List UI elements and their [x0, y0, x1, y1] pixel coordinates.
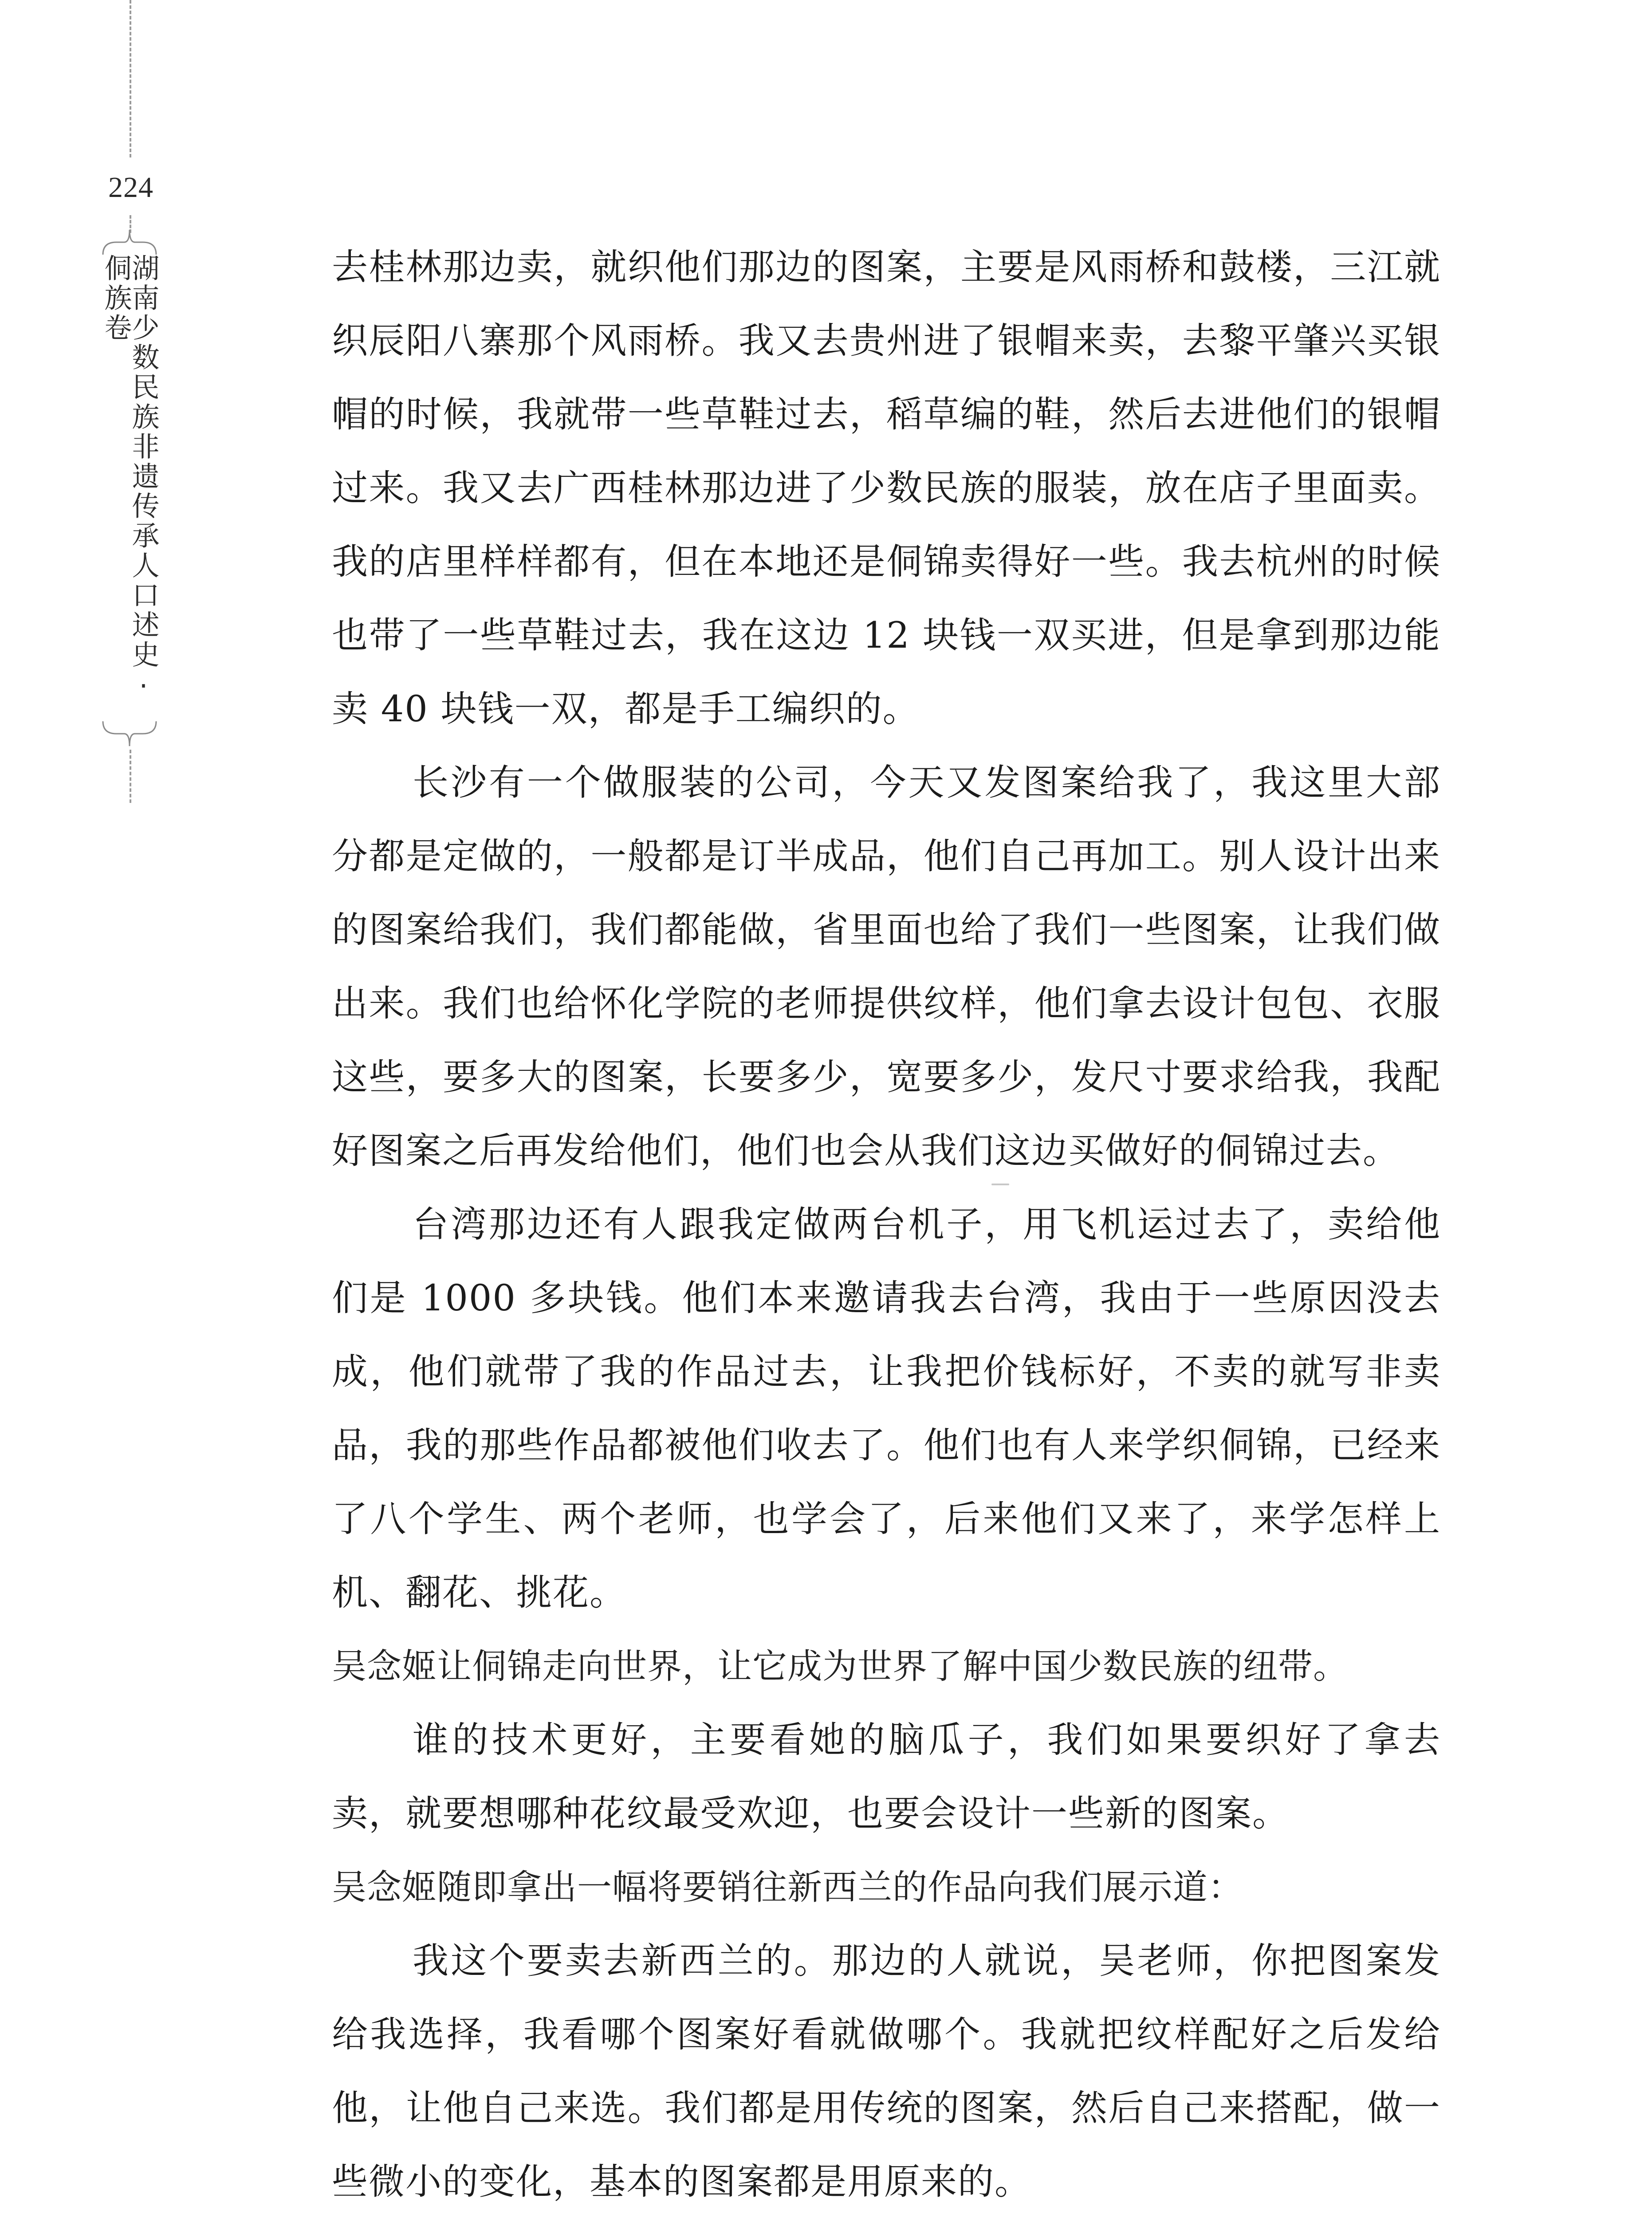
page-number: 224	[108, 171, 153, 204]
paragraph-3: 台湾那边还有人跟我定做两台机子，用飞机运过去了，卖给他们是 1000 多块钱。他们本来邀请我去台湾，我由于一些原因没去成，他们就带了我的作品过去，让我把价钱标好，不卖的就写非卖品，我的那些作品都被他们收去了。他们也有人来学织侗锦，已经来了八个学生、两个老师，也学会了，后来他们又来了，来学怎样上机、翻花、挑花。	[332, 1204, 1441, 1614]
margin-rule-top	[130, 0, 131, 157]
scan-speck	[991, 1184, 1009, 1185]
body-text	[332, 231, 1441, 2218]
paragraph-4: 谁的技术更好，主要看她的脑瓜子，我们如果要织好了拿去卖，就要想哪种花纹最受欢迎，也要会设计一些新的图案。	[332, 1719, 1441, 1835]
paragraph-5: 我这个要卖去新西兰的。那边的人就说，吴老师，你把图案发给我选择，我看哪个图案好看就做哪个。我就把纹样配好之后发给他，让他自己来选。我们都是用传统的图案，然后自己来搭配，做一些微小的变化，基本的图案都是用原来的。	[332, 1940, 1441, 2203]
title-brace-top	[98, 226, 161, 257]
margin-rule-bottom	[130, 750, 131, 803]
book-title	[100, 254, 160, 720]
narration-1: 吴念姬让侗锦走向世界，让它成为世界了解中国少数民族的纽带。	[332, 1647, 1349, 1687]
paragraph-1: 去桂林那边卖，就织他们那边的图案，主要是风雨桥和鼓楼，三江就织辰阳八寨那个风雨桥。我又去贵州进了银帽来卖，去黎平肇兴买银帽的时候，我就带一些草鞋过去，稻草编的鞋，然后去进他们的银帽过来。我又去广西桂林那边进了少数民族的服装，放在店子里面卖。我的店里样样都有，但在本地还是侗锦卖得好一些。我去杭州的时候也带了一些草鞋过去，我在这边 12 块钱一双买进，但是拿到那边能卖 40 块钱一双，都是手工编织的。	[332, 247, 1441, 730]
narration-2: 吴念姬随即拿出一幅将要销往新西兰的作品向我们展示道：	[332, 1868, 1243, 1907]
paragraph-2: 长沙有一个做服装的公司，今天又发图案给我了，我这里大部分都是定做的，一般都是订半成品，他们自己再加工。别人设计出来的图案给我们，我们都能做，省里面也给了我们一些图案，让我们做出来。我们也给怀化学院的老师提供纹样，他们拿去设计包包、衣服这些，要多大的图案，长要多少，宽要多少，发尺寸要求给我，我配好图案之后再发给他们，他们也会从我们这边买做好的侗锦过去。	[332, 762, 1441, 1172]
title-brace-bottom	[98, 719, 161, 750]
book-title-text: 湖南少数民族非遗传承人口述史·侗族卷	[100, 254, 160, 704]
